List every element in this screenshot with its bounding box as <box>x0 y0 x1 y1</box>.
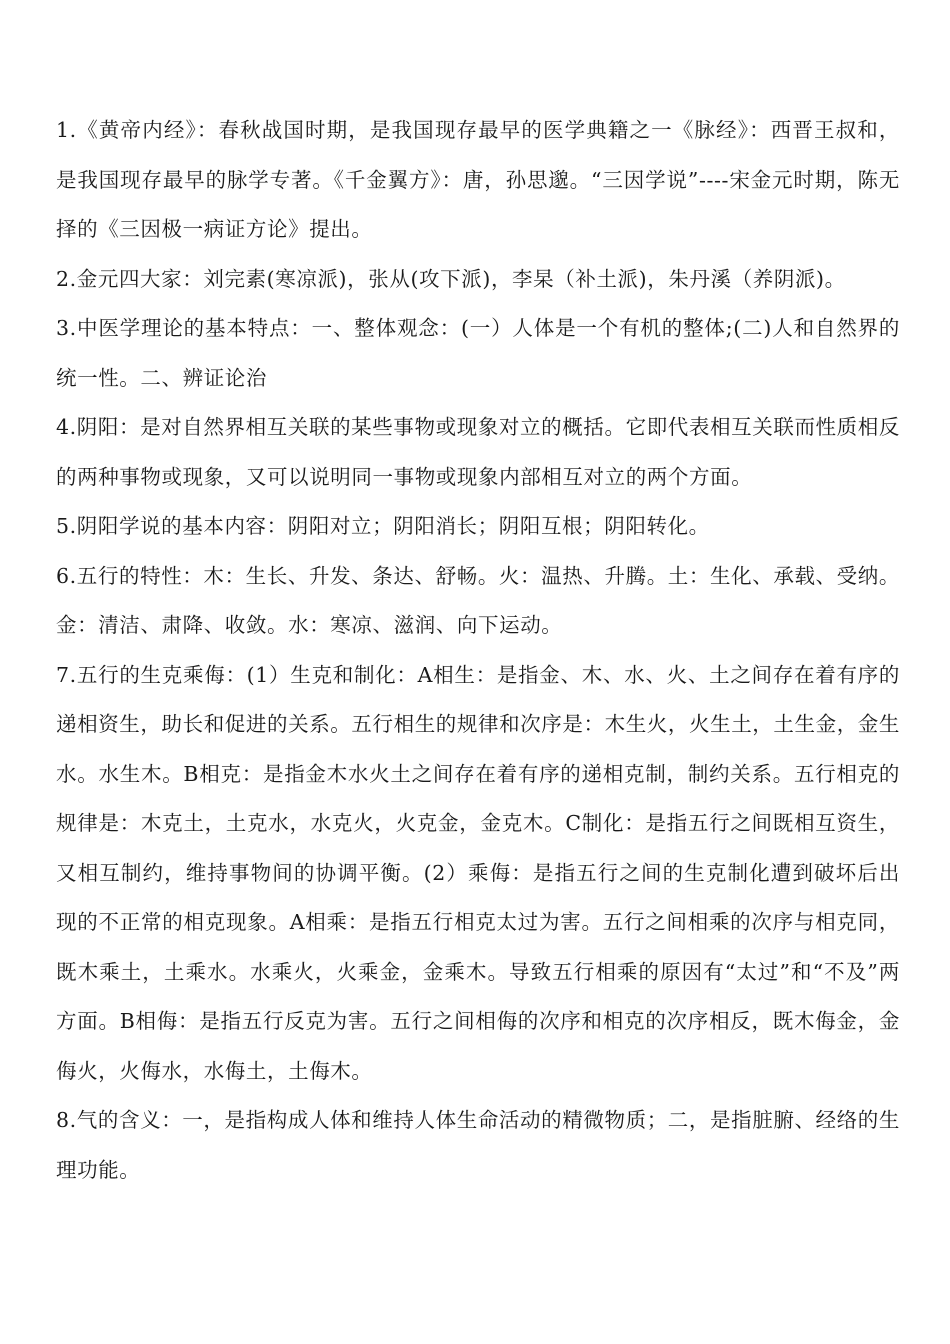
note-item-5: 5.阴阳学说的基本内容：阴阳对立；阴阳消长；阴阳互根；阴阳转化。 <box>56 514 710 538</box>
note-item-2: 2.金元四大家：刘完素(寒凉派)，张从(攻下派)，李杲（补土派)，朱丹溪（养阴派)。 <box>56 266 846 291</box>
note-item-4: 4.阴阳：是对自然界相互关联的某些事物或现象对立的概括。它即代表相互关联而性质相反的两种事物或现象，又可以说明同一事物或现象内部相互对立的两个方面。 <box>56 415 900 489</box>
note-item-8: 8.气的含义：一，是指构成人体和维持人体生命活动的精微物质；二，是指脏腑、经络的生理功能。 <box>56 1108 900 1182</box>
notes-body <box>56 106 900 1195</box>
note-item-3: 3.中医学理论的基本特点：一、整体观念：(一）人体是一个有机的整体;(二)人和自然界的统一性。二、辨证论治 <box>56 316 900 390</box>
note-item-1: 1.《黄帝内经》：春秋战国时期，是我国现存最早的医学典籍之一《脉经》：西晋王叔和，是我国现存最早的脉学专著。《千金翼方》：唐，孙思邈。“三因学说”----宋金元时期，陈无择的《三因极一病证方论》提出。 <box>56 118 900 241</box>
note-item-6: 6.五行的特性：木：生长、升发、条达、舒畅。火：温热、升腾。土：生化、承载、受纳。金：清洁、肃降、收敛。水：寒凉、滋润、向下运动。 <box>56 563 900 637</box>
note-item-7: 7.五行的生克乘侮：(1）生克和制化：A相生：是指金、木、水、火、土之间存在着有序的递相资生，助长和促进的关系。五行相生的规律和次序是：木生火，火生土，土生金，金生水。水生木。B相克：是指金木水火土之间存在着有序的递相克制，制约关系。五行相克的规律是：木克土，土克水，水克火，火克金，金克木。C制化：是指五行之间既相互资生，又相互制约，维持事物间的协调平衡。(2）乘侮：是指五行之间的生克制化遭到破坏后出现的不正常的相克现象。A相乘：是指五行相克太过为害。五行之间相乘的次序与相克同，既木乘土，土乘水。水乘火，火乘金，金乘木。导致五行相乘的原因有“太过”和“不及”两方面。B相侮：是指五行反克为害。五行之间相侮的次序和相克的次序相反，既木侮金，金侮火，火侮水，水侮土，土侮木。 <box>56 662 900 1083</box>
